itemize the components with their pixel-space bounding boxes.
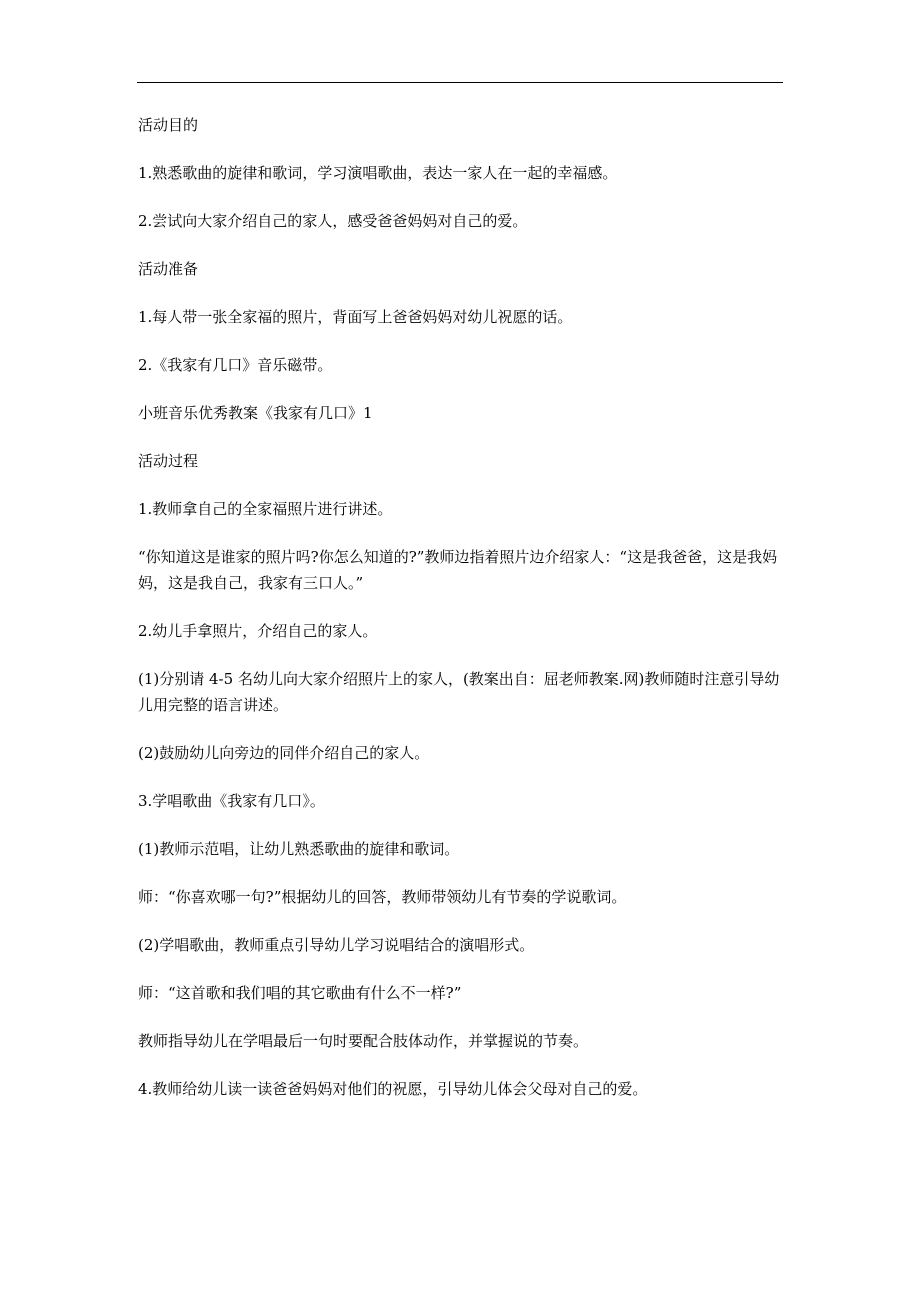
preparation-item: 2.《我家有几口》音乐磁带。 <box>138 356 333 374</box>
process-paragraph: (2)学唱歌曲，教师重点引导幼儿学习说唱结合的演唱形式。 <box>138 936 535 954</box>
header-rule <box>137 82 783 83</box>
document-body <box>138 112 788 1124</box>
process-paragraph: (2)鼓励幼儿向旁边的同伴介绍自己的家人。 <box>138 744 430 762</box>
process-step: 3.学唱歌曲《我家有几口》。 <box>138 792 325 810</box>
process-step: 1.教师拿自己的全家福照片进行讲述。 <box>138 500 393 518</box>
process-paragraph: 师：“这首歌和我们唱的其它歌曲有什么不一样?” <box>138 984 462 1002</box>
section-heading-process: 活动过程 <box>138 452 199 470</box>
objective-item: 1.熟悉歌曲的旋律和歌词，学习演唱歌曲，表达一家人在一起的幸福感。 <box>138 164 618 182</box>
process-paragraph: (1)分别请 4-5 名幼儿向大家介绍照片上的家人，(教案出自：屈老师教案.网)教师随时注意引导幼儿用完整的语言讲述。 <box>138 670 780 714</box>
process-step: 2.幼儿手拿照片，介绍自己的家人。 <box>138 622 378 640</box>
document-title-line: 小班音乐优秀教案《我家有几口》1 <box>138 404 373 422</box>
section-heading-preparation: 活动准备 <box>138 260 199 278</box>
process-paragraph: “你知道这是谁家的照片吗?你怎么知道的?”教师边指着照片边介绍家人：“这是我爸爸，这是我妈妈，这是我自己，我家有三口人。” <box>138 548 778 592</box>
process-paragraph: 教师指导幼儿在学唱最后一句时要配合肢体动作，并掌握说的节奏。 <box>138 1032 589 1050</box>
section-heading-objectives: 活动目的 <box>138 116 199 134</box>
objective-item: 2.尝试向大家介绍自己的家人，感受爸爸妈妈对自己的爱。 <box>138 212 528 230</box>
process-step: 4.教师给幼儿读一读爸爸妈妈对他们的祝愿，引导幼儿体会父母对自己的爱。 <box>138 1080 648 1098</box>
preparation-item: 1.每人带一张全家福的照片，背面写上爸爸妈妈对幼儿祝愿的话。 <box>138 308 573 326</box>
process-paragraph: 师：“你喜欢哪一句?”根据幼儿的回答，教师带领幼儿有节奏的学说歌词。 <box>138 888 627 906</box>
process-paragraph: (1)教师示范唱，让幼儿熟悉歌曲的旋律和歌词。 <box>138 840 460 858</box>
